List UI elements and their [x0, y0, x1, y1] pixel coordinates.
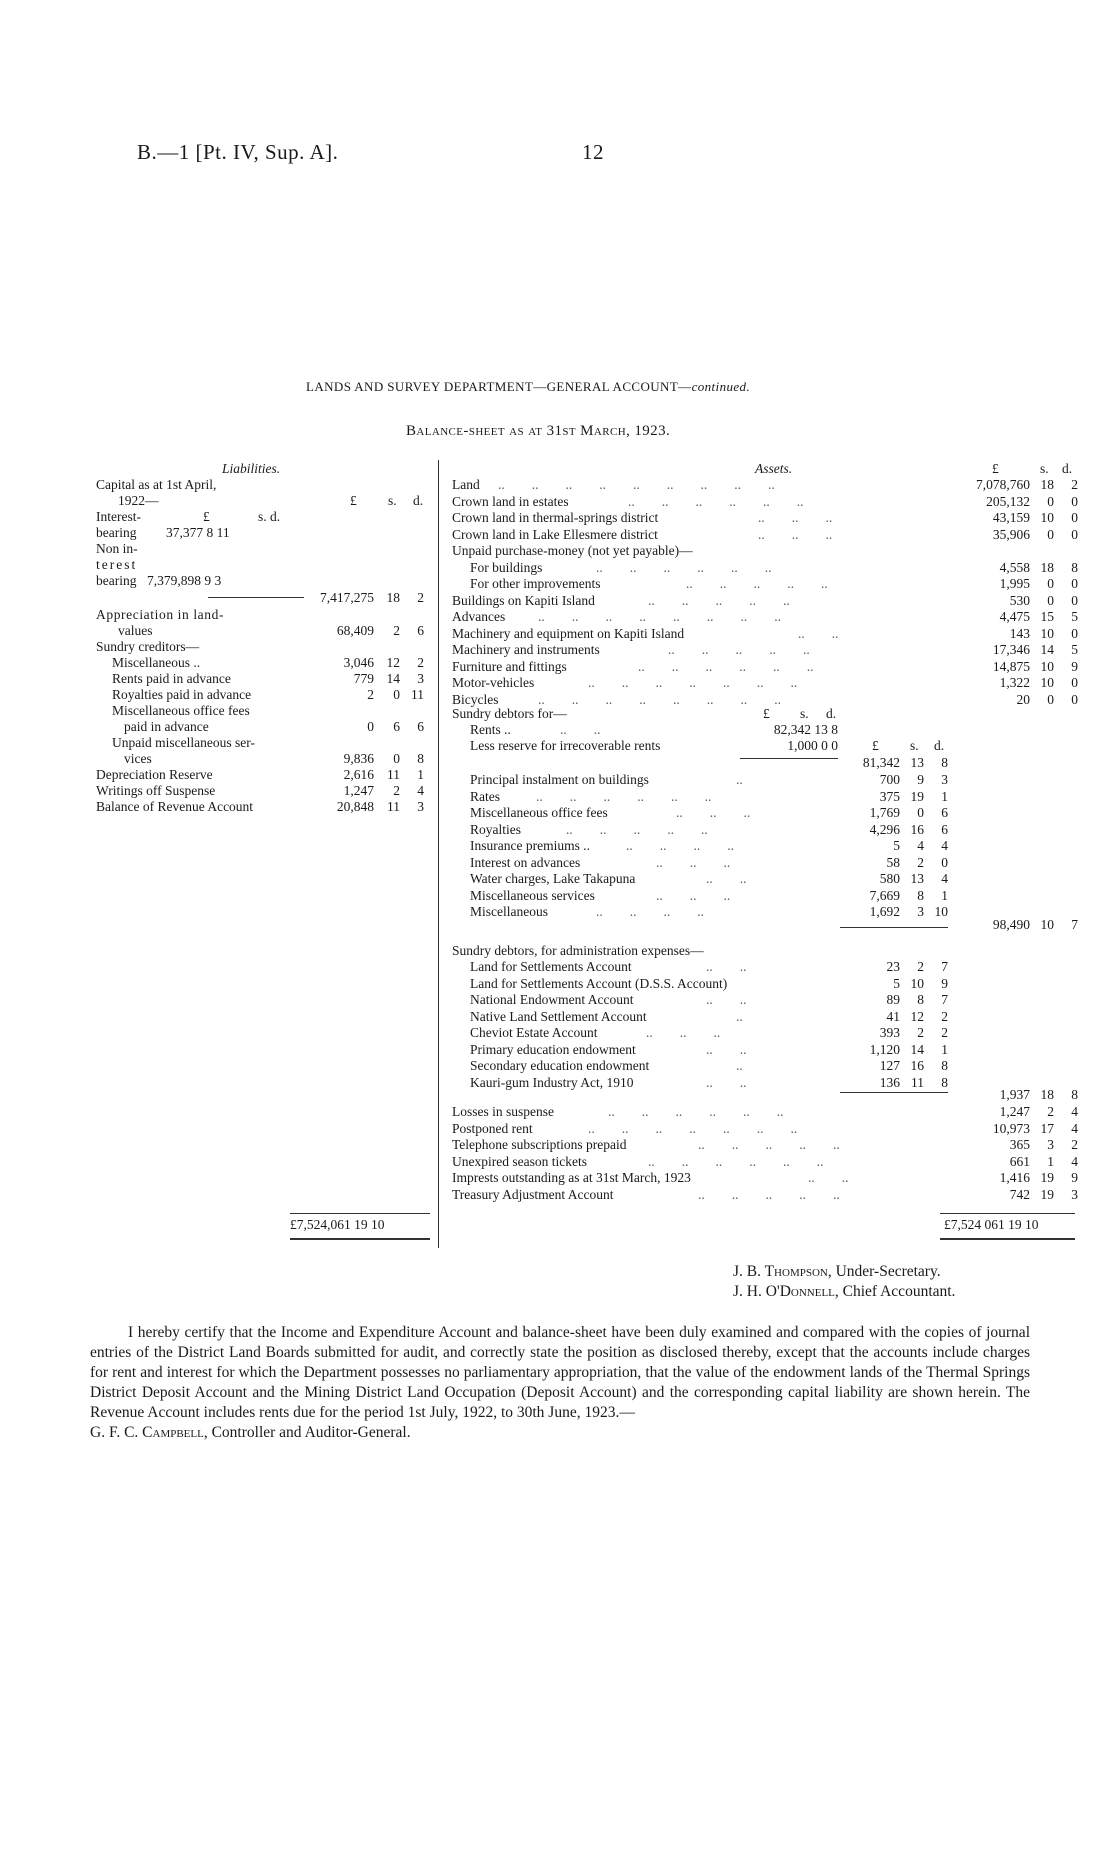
liab-col-pound: £	[350, 493, 357, 508]
asset-item-s: 0	[1047, 526, 1054, 542]
asset-item-s: 0	[1047, 576, 1054, 591]
admin-d: 1	[941, 1041, 948, 1057]
liab-appreciation-pounds: 68,409	[336, 623, 374, 638]
certificate-text: I hereby certify that the Income and Expenditure Account and balance-sheet have been duly examined and compared with the copies of journal entries of the District Land Boards submitted for audit, and correctly state the position as disclosed thereby, except that the accounts include charges for rent and interest for which the Department possesses no parliamentary appropriation, that the value of the endowment lands of the Thermal Springs District Deposit Account and the Mining District Land Occupation (Deposit Account) and the corresponding capital liability are shown herein. The Revenue Account includes rents due for the period 1st July, 1922, to 30th June, 1923.—	[90, 1324, 1030, 1421]
admin-label: Primary education endowment	[470, 1041, 636, 1057]
tail-pounds: 10,973	[992, 1120, 1030, 1136]
reserve-label: Less reserve for irrecoverable rents	[470, 738, 661, 753]
admin-label: Native Land Settlement Account	[470, 1008, 647, 1024]
mid-col-s: s.	[910, 738, 919, 753]
debtor-d: 10	[934, 904, 948, 919]
asset-item-s: 10	[1040, 510, 1054, 525]
debtor-label: Principal instalment on buildings	[470, 772, 649, 787]
asset-item-label: Machinery and instruments	[452, 642, 600, 657]
tail-d: 3	[1071, 1186, 1078, 1202]
tail-pounds: 1,247	[999, 1104, 1030, 1119]
asset-item-label: Unpaid purchase-money (not yet payable)—	[452, 543, 693, 558]
reserve-value: 1,000 0 0	[787, 738, 838, 753]
asset-item-s: 15	[1040, 609, 1054, 624]
leader-dots: .. .. .. ..	[626, 838, 761, 853]
leader-dots: .. .. .. .. .. ..	[536, 788, 739, 804]
liab-capital-l1: Capital as at 1st April,	[96, 477, 217, 492]
asset-item-d: 2	[1071, 477, 1078, 492]
asset-item-s: 14	[1040, 642, 1054, 657]
asset-item-pounds: 35,906	[992, 526, 1030, 542]
leader-dots: .. ..	[706, 1074, 774, 1090]
leader-dots: .. .. .. .. ..	[698, 1137, 867, 1152]
leader-dots: .. .. .. .. .. ..	[638, 658, 841, 674]
admin-s: 8	[917, 992, 924, 1007]
liab-ib-sd: s. d.	[258, 509, 281, 524]
liab-misc-s: 12	[386, 655, 400, 670]
asset-item-pounds: 14,875	[992, 658, 1030, 674]
liab-ib-pound: £	[203, 509, 210, 524]
liab-col-d: d.	[413, 493, 424, 508]
asset-item-pounds: 1,995	[999, 576, 1030, 591]
debtor-d: 4	[941, 871, 948, 886]
document-reference: B.—1 [Pt. IV, Sup. A].	[137, 140, 339, 164]
assets-heading: Assets.	[755, 461, 793, 476]
admin-pounds: 41	[886, 1008, 900, 1024]
asset-item-label: Advances	[452, 609, 506, 624]
assets-col-s: s.	[1040, 461, 1049, 476]
admin-pounds: 23	[886, 959, 900, 974]
admin-pounds: 1,120	[869, 1041, 900, 1057]
asset-item-s: 0	[1047, 592, 1054, 608]
signature-chief-accountant	[733, 1283, 955, 1301]
asset-item-d: 0	[1071, 493, 1078, 509]
admin-label: National Endowment Account	[470, 992, 634, 1007]
rule	[840, 927, 948, 928]
tail-label: Imprests outstanding as at 31st March, 1923	[452, 1170, 691, 1185]
asset-item-d: 0	[1071, 691, 1078, 707]
admin-d: 8	[941, 1058, 948, 1073]
liab-capital-total-s: 18	[386, 590, 400, 605]
column-divider	[438, 460, 439, 1248]
admin-total-pounds: 1,937	[999, 1087, 1030, 1102]
tail-s: 19	[1040, 1186, 1054, 1202]
admin-label: Kauri-gum Industry Act, 1910	[470, 1074, 634, 1090]
tail-d: 4	[1071, 1104, 1078, 1119]
leader-dots: .. .. .. .. ..	[566, 821, 735, 837]
balance-sheet-subtitle: Balance-sheet as at 31st March, 1923.	[406, 423, 671, 439]
net-rents-s: 13	[910, 755, 924, 770]
liab-writings-off: Writings off Suspense	[96, 783, 216, 798]
liab-col-s: s.	[388, 493, 397, 508]
debtor-d: 1	[941, 788, 948, 804]
sig2-title: Chief Accountant.	[842, 1283, 956, 1300]
asset-item-s: 10	[1040, 675, 1054, 690]
liab-office-fees-d: 6	[417, 719, 424, 734]
liab-depreciation-pounds: 2,616	[343, 767, 374, 782]
sundry-debtors-for: Sundry debtors for—	[452, 706, 567, 721]
debtor-label: Miscellaneous office fees	[470, 805, 608, 820]
debtors-total-s: 10	[1040, 917, 1054, 932]
liab-unpaid-d: 8	[417, 751, 424, 766]
asset-item-pounds: 530	[1009, 592, 1030, 608]
asset-item-s: 10	[1040, 658, 1054, 674]
leader-dots: .. .. .. .. .. .. .. ..	[538, 691, 808, 707]
liab-misc-pounds: 3,046	[343, 655, 374, 670]
debtor-pounds: 58	[886, 854, 900, 870]
debtor-label: Rates	[470, 788, 500, 804]
leader-dots: .. .. .. .. .. ..	[648, 1153, 851, 1169]
liab-capital-l2: 1922—	[118, 493, 159, 508]
debtor-label: Water charges, Lake Takapuna	[470, 871, 636, 886]
asset-item-d: 0	[1071, 625, 1078, 641]
liab-nib-l1: Non in-	[96, 541, 138, 556]
liab-office-fees-l2: paid in advance	[124, 719, 209, 734]
liab-balance-revenue-s: 11	[387, 799, 400, 814]
liab-office-fees-pounds: 0	[367, 719, 374, 734]
tail-pounds: 661	[1009, 1153, 1030, 1169]
admin-total-d: 8	[1071, 1087, 1078, 1102]
asset-item-pounds: 4,558	[999, 559, 1030, 575]
admin-pounds: 89	[886, 992, 900, 1007]
admin-d: 9	[941, 975, 948, 991]
liab-balance-revenue-d: 3	[417, 799, 424, 814]
liab-unpaid-pounds: 9,836	[343, 751, 374, 766]
admin-d: 7	[941, 992, 948, 1007]
leader-dots: .. .. .. .. .. .. .. ..	[538, 609, 808, 624]
tail-s: 1	[1047, 1153, 1054, 1169]
liab-unpaid-l2: vices	[124, 751, 152, 766]
asset-item-pounds: 143	[1009, 625, 1030, 641]
asset-item-d: 0	[1071, 510, 1078, 525]
admin-d: 2	[941, 1025, 948, 1040]
leader-dots: ..	[736, 1008, 770, 1024]
asset-item-d: 0	[1071, 576, 1078, 591]
leader-dots: .. ..	[798, 625, 866, 641]
liab-rents-d: 3	[417, 671, 424, 686]
debtor-s: 19	[910, 788, 924, 804]
tail-pounds: 365	[1009, 1137, 1030, 1152]
liab-rents-pounds: 779	[353, 671, 374, 686]
debtor-d: 3	[941, 772, 948, 787]
asset-item-s: 0	[1047, 493, 1054, 509]
rule	[840, 1092, 948, 1093]
debtor-label: Miscellaneous services	[470, 887, 595, 903]
inner-col-pound: £	[763, 706, 770, 721]
asset-item-d: 9	[1071, 658, 1078, 674]
admin-s: 16	[910, 1058, 924, 1073]
tail-label: Losses in suspense	[452, 1104, 554, 1119]
asset-item-pounds: 43,159	[992, 510, 1030, 525]
auditor-name: G. F. C. Campbell,	[90, 1424, 208, 1441]
leader-dots: ..	[736, 1058, 770, 1073]
liab-nib-l3: bearing	[96, 573, 137, 588]
leader-dots: .. ..	[808, 1170, 876, 1185]
liab-balance-revenue-pounds: 20,848	[336, 799, 374, 814]
debtor-pounds: 700	[879, 772, 900, 787]
debtor-label: Interest on advances	[470, 854, 581, 870]
debtor-d: 6	[941, 821, 948, 837]
liab-depreciation: Depreciation Reserve	[96, 767, 213, 782]
liab-depreciation-d: 1	[417, 767, 424, 782]
asset-item-s: 0	[1047, 691, 1054, 707]
signature-under-secretary	[733, 1263, 941, 1281]
liab-capital-total-d: 2	[417, 590, 424, 605]
account-title	[306, 379, 750, 395]
debtor-pounds: 375	[879, 788, 900, 804]
rule	[940, 1213, 1075, 1214]
inner-col-d: d.	[826, 706, 837, 721]
leader-dots: .. .. .. .. .. .. ..	[588, 675, 825, 690]
leader-dots: .. .. .. .. .. ..	[608, 1104, 811, 1119]
debtor-s: 4	[917, 838, 924, 853]
debtor-label: Insurance premiums ..	[470, 838, 590, 853]
asset-item-label: Motor-vehicles	[452, 675, 535, 690]
tail-d: 9	[1071, 1170, 1078, 1185]
debtor-d: 1	[941, 887, 948, 903]
tail-pounds: 742	[1009, 1186, 1030, 1202]
leader-dots: .. .. ..	[656, 887, 758, 903]
admin-s: 12	[910, 1008, 924, 1024]
asset-item-label: Land	[452, 477, 480, 492]
debtor-pounds: 1,769	[869, 805, 900, 820]
sig2-name: J. H. O'Donnell,	[733, 1283, 839, 1300]
admin-label: Land for Settlements Account (D.S.S. Account)	[470, 975, 728, 991]
leader-dots: .. .. .. .. ..	[686, 576, 855, 591]
liab-rents-s: 14	[386, 671, 400, 686]
liab-writings-off-pounds: 1,247	[343, 783, 374, 798]
debtor-s: 9	[917, 772, 924, 787]
asset-item-s: 18	[1040, 477, 1054, 492]
assets-col-d: d.	[1062, 461, 1073, 476]
tail-s: 19	[1040, 1170, 1054, 1185]
liab-ib-l1: Interest-	[96, 509, 141, 524]
admin-s: 11	[911, 1074, 924, 1090]
leader-dots: .. .. .. .. .. .. ..	[588, 1120, 825, 1136]
admin-s: 2	[917, 1025, 924, 1040]
asset-item-label: Bicycles	[452, 691, 499, 707]
assets-col-pound: £	[992, 461, 999, 476]
tail-label: Telephone subscriptions prepaid	[452, 1137, 627, 1152]
liab-office-fees-s: 6	[393, 719, 400, 734]
tail-label: Postponed rent	[452, 1120, 533, 1136]
net-rents-pounds: 81,342	[862, 755, 900, 770]
asset-item-pounds: 17,346	[992, 642, 1030, 657]
liab-sundry-creditors: Sundry creditors—	[96, 639, 200, 654]
rents-value: 82,342 13 8	[773, 722, 838, 737]
admin-pounds: 136	[879, 1074, 900, 1090]
asset-item-pounds: 205,132	[986, 493, 1030, 509]
tail-s: 3	[1047, 1137, 1054, 1152]
liab-royalties-d: 11	[411, 687, 424, 702]
liab-rents: Rents paid in advance	[112, 671, 231, 686]
asset-item-label: Machinery and equipment on Kapiti Island	[452, 625, 685, 641]
admin-d: 7	[941, 959, 948, 974]
liab-writings-off-d: 4	[417, 783, 424, 798]
debtor-d: 6	[941, 805, 948, 820]
net-rents-d: 8	[941, 755, 948, 770]
rule	[940, 1238, 1075, 1240]
liab-appreciation-d: 6	[417, 623, 424, 638]
leader-dots: .. .. ..	[758, 510, 860, 525]
admin-d: 2	[941, 1008, 948, 1024]
liab-royalties: Royalties paid in advance	[112, 687, 252, 702]
tail-s: 17	[1040, 1120, 1054, 1136]
admin-s: 14	[910, 1041, 924, 1057]
asset-item-d: 8	[1071, 559, 1078, 575]
debtor-s: 3	[917, 904, 924, 919]
liab-nib-value: 7,379,898 9 3	[147, 573, 222, 588]
liab-royalties-s: 0	[393, 687, 400, 702]
liab-capital-total-pounds: 7,417,275	[320, 590, 374, 605]
liab-balance-revenue: Balance of Revenue Account	[96, 799, 254, 814]
mid-col-pound: £	[872, 738, 879, 753]
sig1-title: Under-Secretary.	[835, 1263, 941, 1280]
debtor-pounds: 1,692	[869, 904, 900, 919]
admin-s: 2	[917, 959, 924, 974]
leader-dots: .. .. .. .. ..	[648, 592, 817, 608]
liab-misc: Miscellaneous ..	[112, 655, 201, 670]
inner-col-s: s.	[800, 706, 809, 721]
debtor-label: Royalties	[470, 821, 521, 837]
mid-col-d: d.	[934, 738, 945, 753]
rents-label: Rents ..	[470, 722, 511, 737]
rule	[290, 1213, 430, 1214]
tail-label: Unexpired season tickets	[452, 1153, 587, 1169]
leader-dots: .. .. .. .. ..	[698, 1186, 867, 1202]
asset-item-label: For other improvements	[470, 576, 601, 591]
admin-pounds: 5	[893, 975, 900, 991]
liab-unpaid-l1: Unpaid miscellaneous ser-	[112, 735, 255, 750]
asset-item-pounds: 20	[1016, 691, 1030, 707]
auditor-title: Controller and Auditor-General.	[211, 1424, 411, 1441]
leader-dots: ..	[736, 772, 770, 787]
account-title-continued: continued.	[691, 379, 751, 394]
admin-label: Land for Settlements Account	[470, 959, 632, 974]
admin-d: 8	[941, 1074, 948, 1090]
rule	[740, 758, 838, 759]
liab-office-fees-l1: Miscellaneous office fees	[112, 703, 250, 718]
asset-item-d: 0	[1071, 592, 1078, 608]
leader-dots: .. .. .. .. .. ..	[596, 559, 799, 575]
admin-pounds: 393	[879, 1025, 900, 1040]
asset-item-pounds: 4,475	[999, 609, 1030, 624]
leader-dots: .. .. ..	[646, 1025, 748, 1040]
admin-label: Secondary education endowment	[470, 1058, 650, 1073]
leader-dots: .. .. .. .. ..	[668, 642, 837, 657]
asset-item-label: Buildings on Kapiti Island	[452, 592, 595, 608]
liab-misc-d: 2	[417, 655, 424, 670]
debtors-total-pounds: 98,490	[992, 917, 1030, 932]
leader-dots: .. ..	[706, 1041, 774, 1057]
tail-d: 4	[1071, 1120, 1078, 1136]
asset-item-s: 18	[1040, 559, 1054, 575]
tail-label: Treasury Adjustment Account	[452, 1186, 614, 1202]
debtors-total-d: 7	[1071, 917, 1078, 932]
debtor-pounds: 4,296	[869, 821, 900, 837]
asset-item-d: 0	[1071, 526, 1078, 542]
debtor-s: 16	[910, 821, 924, 837]
debtor-s: 8	[917, 887, 924, 903]
leader-dots: .. ..	[706, 959, 774, 974]
debtor-d: 0	[941, 854, 948, 870]
asset-item-label: Crown land in Lake Ellesmere district	[452, 526, 658, 542]
sig1-name: J. B. Thompson,	[733, 1263, 832, 1280]
leader-dots: .. ..	[706, 871, 774, 886]
liab-appreciation-s: 2	[393, 623, 400, 638]
admin-label: Cheviot Estate Account	[470, 1025, 598, 1040]
leader-dots: .. .. ..	[656, 854, 758, 870]
asset-item-label: Furniture and fittings	[452, 658, 567, 674]
admin-pounds: 127	[879, 1058, 900, 1073]
tail-d: 2	[1071, 1137, 1078, 1152]
liab-writings-off-s: 2	[393, 783, 400, 798]
liab-royalties-pounds: 2	[367, 687, 374, 702]
debtor-s: 13	[910, 871, 924, 886]
leader-dots: .. .. .. ..	[596, 904, 731, 919]
leader-dots: .. .. ..	[676, 805, 778, 820]
asset-item-d: 5	[1071, 609, 1078, 624]
admin-s: 10	[910, 975, 924, 991]
asset-item-label: Crown land in estates	[452, 493, 569, 509]
asset-item-pounds: 7,078,760	[976, 477, 1030, 492]
debtor-pounds: 580	[879, 871, 900, 886]
page-number: 12	[582, 140, 604, 164]
tail-s: 2	[1047, 1104, 1054, 1119]
asset-item-label: Crown land in thermal-springs district	[452, 510, 659, 525]
liab-appreciation-l1: Appreciation in land-	[96, 607, 225, 622]
assets-grand-total: £7,524 061 19 10	[944, 1217, 1039, 1232]
debtor-pounds: 5	[893, 838, 900, 853]
asset-item-d: 5	[1071, 642, 1078, 657]
tail-d: 4	[1071, 1153, 1078, 1169]
debtor-d: 4	[941, 838, 948, 853]
admin-total-s: 18	[1040, 1087, 1054, 1102]
debtor-label: Miscellaneous	[470, 904, 548, 919]
tail-pounds: 1,416	[999, 1170, 1030, 1185]
debtor-s: 0	[917, 805, 924, 820]
asset-item-s: 10	[1040, 625, 1054, 641]
leader-dots: .. .. .. .. .. .. .. .. ..	[498, 477, 802, 492]
asset-item-label: For buildings	[470, 559, 543, 575]
liab-ib-value: 37,377 8 11	[166, 525, 230, 540]
debtor-s: 2	[917, 854, 924, 870]
liab-nib-l2: terest	[96, 557, 138, 572]
rule	[208, 597, 304, 598]
audit-certificate	[90, 1323, 1030, 1443]
admin-heading: Sundry debtors, for administration expenses—	[452, 943, 704, 958]
rule	[290, 1238, 430, 1240]
liab-grand-total: £7,524,061 19 10	[290, 1217, 385, 1232]
account-title-main: LANDS AND SURVEY DEPARTMENT—GENERAL ACCOUNT—	[306, 379, 692, 394]
liab-ib-l2: bearing	[96, 525, 137, 540]
leader-dots: .. ..	[560, 722, 601, 737]
leader-dots: .. ..	[706, 992, 774, 1007]
leader-dots: .. .. ..	[758, 526, 860, 542]
leader-dots: .. .. .. .. .. ..	[628, 493, 831, 509]
liab-unpaid-s: 0	[393, 751, 400, 766]
liab-appreciation-l2: values	[118, 623, 153, 638]
asset-item-pounds: 1,322	[999, 675, 1030, 690]
liabilities-heading: Liabilities.	[222, 461, 281, 476]
asset-item-d: 0	[1071, 675, 1078, 690]
debtor-pounds: 7,669	[869, 887, 900, 903]
liab-depreciation-s: 11	[387, 767, 400, 782]
